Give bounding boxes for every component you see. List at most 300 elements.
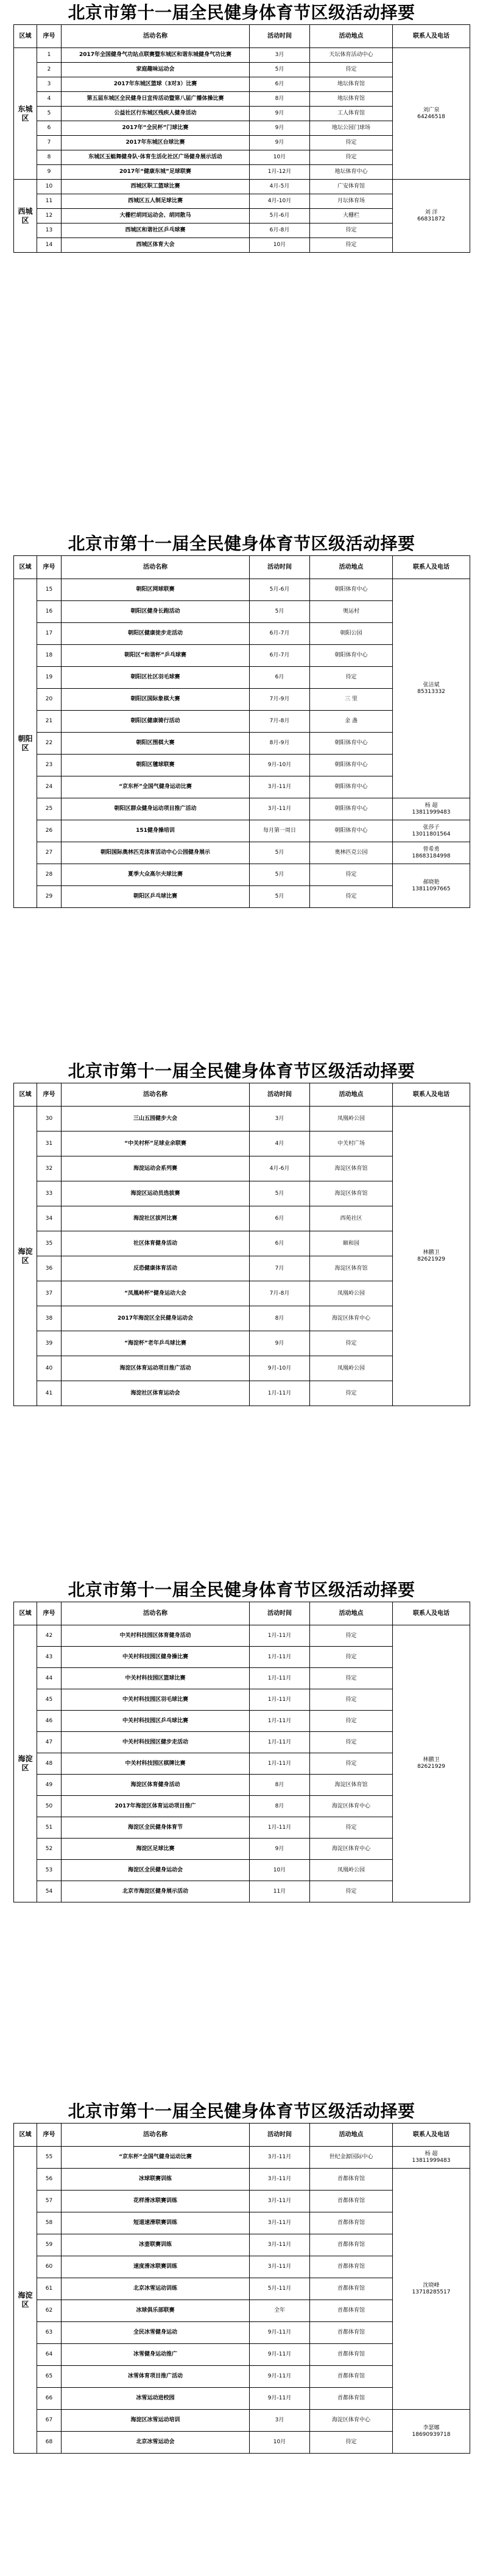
activity-time-cell: 全年: [250, 2300, 310, 2322]
activity-name-cell: 朝阳区毽球联赛: [62, 755, 250, 776]
activity-location-cell: 首都体育馆: [310, 2322, 393, 2344]
activity-location-cell: 待定: [310, 1711, 393, 1732]
activity-time-cell: 4月-10月: [250, 194, 310, 209]
index-cell: 41: [37, 1381, 62, 1406]
table-header-row: [14, 1083, 470, 1107]
activity-time-cell: 6月-8月: [250, 223, 310, 238]
activity-name-cell: 全民冰雪健身运动: [62, 2322, 250, 2344]
activity-time-cell: 6月: [250, 667, 310, 689]
index-cell: 49: [37, 1775, 62, 1796]
column-header: 活动时间: [250, 556, 310, 579]
table-row: [14, 820, 470, 842]
activity-location-cell: 朝阳体育中心: [310, 579, 393, 601]
activity-time-cell: 6月: [250, 77, 310, 92]
activity-name-cell: 北京冰雪运动训练: [62, 2278, 250, 2300]
activity-location-cell: 海淀区体育馆: [310, 1775, 393, 1796]
table-row: [14, 1107, 470, 1131]
index-cell: 1: [37, 48, 62, 63]
activity-time-cell: 9月: [250, 1839, 310, 1860]
activity-time-cell: 8月: [250, 1775, 310, 1796]
column-header: 活动名称: [62, 1083, 250, 1107]
activity-time-cell: 9月-11月: [250, 2344, 310, 2366]
column-header: 活动时间: [250, 1083, 310, 1107]
activity-location-cell: 三 里: [310, 689, 393, 711]
index-cell: 34: [37, 1206, 62, 1231]
index-cell: 9: [37, 165, 62, 180]
activity-name-cell: 公益社区行东城区残疾人健身活动: [62, 107, 250, 121]
column-header: 区域: [14, 1083, 37, 1107]
activity-name-cell: 海淀社区拔河比赛: [62, 1206, 250, 1231]
activity-time-cell: 6月: [250, 1206, 310, 1231]
activity-time-cell: 7月-8月: [250, 1281, 310, 1306]
activity-time-cell: 6月: [250, 1231, 310, 1256]
index-cell: 37: [37, 1281, 62, 1306]
activity-time-cell: 3月-11月: [250, 2212, 310, 2234]
activity-name-cell: 冰雪运动进校园: [62, 2388, 250, 2410]
activity-table: [13, 1083, 470, 1406]
column-header: 区域: [14, 2124, 37, 2147]
index-cell: 47: [37, 1732, 62, 1753]
index-cell: 11: [37, 194, 62, 209]
activity-name-cell: 短道速滑联赛训练: [62, 2212, 250, 2234]
index-cell: 66: [37, 2388, 62, 2410]
index-cell: 7: [37, 136, 62, 150]
contact-cell: 林鹏卫 82621929: [393, 1107, 470, 1406]
activity-time-cell: 9月-11月: [250, 2366, 310, 2388]
index-cell: 59: [37, 2234, 62, 2256]
activity-name-cell: 海淀区全民健身体育节: [62, 1817, 250, 1839]
activity-location-cell: 海淀区体育馆: [310, 1181, 393, 1206]
activity-time-cell: 1月-11月: [250, 1625, 310, 1647]
activity-time-cell: 1月-11月: [250, 1711, 310, 1732]
activity-name-cell: 海淀区足球比赛: [62, 1839, 250, 1860]
document-page: [13, 532, 470, 908]
index-cell: 57: [37, 2191, 62, 2212]
index-cell: 6: [37, 121, 62, 136]
activity-time-cell: 9月: [250, 121, 310, 136]
column-header: 活动地点: [310, 2124, 393, 2147]
page-title: 北京市第十一届全民健身体育节区级活动择要: [68, 2101, 415, 2121]
activity-location-cell: 海淀区体育中心: [310, 1796, 393, 1817]
activity-name-cell: 速度滑冰联赛训练: [62, 2256, 250, 2278]
activity-location-cell: 朝阳体育中心: [310, 798, 393, 820]
activity-location-cell: 待定: [310, 150, 393, 165]
activity-name-cell: 西城区职工篮球比赛: [62, 180, 250, 194]
column-header: 活动名称: [62, 1602, 250, 1625]
contact-cell: 林鹏卫 82621929: [393, 1625, 470, 1902]
activity-location-cell: 首都体育馆: [310, 2256, 393, 2278]
index-cell: 36: [37, 1256, 62, 1281]
activity-time-cell: 1月-12月: [250, 165, 310, 180]
activity-time-cell: 3月-11月: [250, 798, 310, 820]
activity-location-cell: 大栅栏: [310, 209, 393, 223]
activity-name-cell: 海淀区体育运动项目推广活动: [62, 1356, 250, 1381]
activity-name-cell: 冰壶联赛训练: [62, 2234, 250, 2256]
activity-location-cell: 地坛体育馆: [310, 77, 393, 92]
region-cell: 朝阳区: [14, 579, 37, 908]
table-header-row: [14, 1602, 470, 1625]
activity-time-cell: 5月-6月: [250, 209, 310, 223]
activity-location-cell: 地坛体育中心: [310, 165, 393, 180]
activity-name-cell: 冰球联赛训练: [62, 2169, 250, 2191]
index-cell: 53: [37, 1860, 62, 1881]
column-header: 活动名称: [62, 2124, 250, 2147]
activity-name-cell: 花样滑冰联赛训练: [62, 2191, 250, 2212]
activity-time-cell: 4月-6月: [250, 1156, 310, 1181]
activity-name-cell: 西城区五人制足球比赛: [62, 194, 250, 209]
activity-location-cell: 凤凰岭公园: [310, 1356, 393, 1381]
activity-location-cell: 凤凰岭公园: [310, 1860, 393, 1881]
activity-name-cell: 2017年“健康东城”足球联赛: [62, 165, 250, 180]
table-row: [14, 798, 470, 820]
document-page: [13, 2100, 470, 2454]
activity-time-cell: 1月-11月: [250, 1647, 310, 1668]
activity-location-cell: 待定: [310, 667, 393, 689]
activity-name-cell: 朝阳区国际象棋大赛: [62, 689, 250, 711]
activity-location-cell: 待定: [310, 1668, 393, 1689]
region-cell: 海淀区: [14, 2147, 37, 2454]
activity-location-cell: 朝阳体育中心: [310, 776, 393, 798]
activity-name-cell: 朝阳区乒乓球比赛: [62, 886, 250, 908]
contact-cell: 张洁斌 85313332: [393, 579, 470, 798]
activity-time-cell: 11月: [250, 1881, 310, 1902]
column-header: 联系人及电话: [393, 556, 470, 579]
activity-time-cell: 5月: [250, 601, 310, 623]
activity-location-cell: 首都体育馆: [310, 2212, 393, 2234]
activity-time-cell: 10月: [250, 238, 310, 253]
index-cell: 3: [37, 77, 62, 92]
region-cell: 海淀区: [14, 1625, 37, 1902]
activity-time-cell: 3月: [250, 48, 310, 63]
activity-name-cell: 2017年东城区篮球（3对3）比赛: [62, 77, 250, 92]
activity-name-cell: 海淀区体育健身活动: [62, 1775, 250, 1796]
activity-name-cell: 第五届东城区全民健身日宣传活动暨第八届广播体操比赛: [62, 92, 250, 107]
activity-name-cell: 朝阳区网球联赛: [62, 579, 250, 601]
activity-time-cell: 9月-10月: [250, 1356, 310, 1381]
activity-name-cell: 反恐健康体育活动: [62, 1256, 250, 1281]
index-cell: 52: [37, 1839, 62, 1860]
activity-location-cell: 首都体育馆: [310, 2169, 393, 2191]
index-cell: 67: [37, 2410, 62, 2432]
table-row: [14, 864, 470, 886]
activity-time-cell: 5月-6月: [250, 579, 310, 601]
activity-location-cell: 首都体育馆: [310, 2388, 393, 2410]
index-cell: 61: [37, 2278, 62, 2300]
page-title: 北京市第十一届全民健身体育节区级活动择要: [68, 2, 415, 23]
index-cell: 12: [37, 209, 62, 223]
region-cell: 海淀区: [14, 1107, 37, 1406]
activity-time-cell: 1月-11月: [250, 1732, 310, 1753]
activity-location-cell: 待定: [310, 1331, 393, 1356]
activity-location-cell: 朝阳体育中心: [310, 733, 393, 755]
column-header: 活动时间: [250, 1602, 310, 1625]
activity-location-cell: 待定: [310, 2432, 393, 2454]
page-title: 北京市第十一届全民健身体育节区级活动择要: [68, 1580, 415, 1600]
activity-time-cell: 3月-11月: [250, 776, 310, 798]
activity-time-cell: 5月: [250, 864, 310, 886]
index-cell: 5: [37, 107, 62, 121]
document-page: [13, 1578, 470, 1902]
activity-location-cell: 首都体育馆: [310, 2278, 393, 2300]
activity-name-cell: 海淀区运动员选拔赛: [62, 1181, 250, 1206]
activity-location-cell: 金 盏: [310, 711, 393, 733]
table-row: [14, 2169, 470, 2191]
region-cell: 西城区: [14, 180, 37, 253]
activity-time-cell: 9月-10月: [250, 755, 310, 776]
activity-time-cell: 3月-11月: [250, 2169, 310, 2191]
activity-location-cell: 世纪金源国际中心: [310, 2147, 393, 2169]
activity-name-cell: 西城区和谐社区乒乓球赛: [62, 223, 250, 238]
activity-name-cell: 东城区玉蜓舞健身队·体育生活化社区广场健身展示活动: [62, 150, 250, 165]
activity-location-cell: 待定: [310, 886, 393, 908]
activity-name-cell: 冰球俱乐部联赛: [62, 2300, 250, 2322]
index-cell: 23: [37, 755, 62, 776]
activity-name-cell: 2017年海淀区全民健身运动会: [62, 1306, 250, 1331]
index-cell: 21: [37, 711, 62, 733]
page-title: 北京市第十一届全民健身体育节区级活动择要: [68, 533, 415, 554]
activity-time-cell: 8月: [250, 92, 310, 107]
index-cell: 44: [37, 1668, 62, 1689]
activity-time-cell: 9月-11月: [250, 2388, 310, 2410]
index-cell: 40: [37, 1356, 62, 1381]
column-header: 序号: [37, 25, 62, 48]
index-cell: 28: [37, 864, 62, 886]
activity-time-cell: 6月-7月: [250, 645, 310, 667]
activity-name-cell: 中关村科技园区棋牌比赛: [62, 1753, 250, 1775]
activity-name-cell: 2017年全国健身气功站点联赛暨东城区和谐东城健身气功比赛: [62, 48, 250, 63]
activity-time-cell: 每月第一周日: [250, 820, 310, 842]
activity-name-cell: “京东杯”全国气健身运动比赛: [62, 776, 250, 798]
activity-time-cell: 9月: [250, 107, 310, 121]
index-cell: 33: [37, 1181, 62, 1206]
activity-name-cell: 海淀区全民健身运动会: [62, 1860, 250, 1881]
activity-location-cell: 朝阳公园: [310, 623, 393, 645]
activity-time-cell: 5月: [250, 842, 310, 864]
index-cell: 56: [37, 2169, 62, 2191]
index-cell: 68: [37, 2432, 62, 2454]
activity-name-cell: 朝阳区群众健身运动项目推广活动: [62, 798, 250, 820]
activity-name-cell: 社区体育健身活动: [62, 1231, 250, 1256]
activity-name-cell: 冰雪体育项目推广活动: [62, 2366, 250, 2388]
activity-location-cell: 海淀区体育馆: [310, 1256, 393, 1281]
activity-time-cell: 5月-11月: [250, 2278, 310, 2300]
activity-location-cell: 奥运村: [310, 601, 393, 623]
index-cell: 19: [37, 667, 62, 689]
activity-name-cell: 海淀区冰雪运动培训: [62, 2410, 250, 2432]
index-cell: 4: [37, 92, 62, 107]
activity-time-cell: 8月-9月: [250, 733, 310, 755]
table-row: [14, 2410, 470, 2432]
activity-location-cell: 首都体育馆: [310, 2366, 393, 2388]
index-cell: 54: [37, 1881, 62, 1902]
activity-name-cell: 中关村科技园区乒乓球比赛: [62, 1711, 250, 1732]
activity-name-cell: 朝阳区健康徒步走活动: [62, 623, 250, 645]
table-row: [14, 2147, 470, 2169]
activity-location-cell: 凤凰岭公园: [310, 1281, 393, 1306]
activity-location-cell: 首都体育馆: [310, 2191, 393, 2212]
activity-name-cell: 三山五园健步大会: [62, 1107, 250, 1131]
activity-time-cell: 7月-9月: [250, 689, 310, 711]
activity-location-cell: 海淀区体育中心: [310, 2410, 393, 2432]
index-cell: 60: [37, 2256, 62, 2278]
activity-time-cell: 1月-11月: [250, 1817, 310, 1839]
index-cell: 24: [37, 776, 62, 798]
index-cell: 62: [37, 2300, 62, 2322]
activity-location-cell: 待定: [310, 1381, 393, 1406]
index-cell: 14: [37, 238, 62, 253]
index-cell: 31: [37, 1131, 62, 1156]
column-header: 区域: [14, 1602, 37, 1625]
activity-time-cell: 6月-7月: [250, 623, 310, 645]
column-header: 活动时间: [250, 2124, 310, 2147]
activity-location-cell: 待定: [310, 1881, 393, 1902]
index-cell: 63: [37, 2322, 62, 2344]
activity-name-cell: 夏季大众高尔夫球比赛: [62, 864, 250, 886]
index-cell: 51: [37, 1817, 62, 1839]
table-row: [14, 842, 470, 864]
table-row: [14, 48, 470, 63]
activity-name-cell: 北京冰雪运动会: [62, 2432, 250, 2454]
index-cell: 39: [37, 1331, 62, 1356]
activity-time-cell: 10月: [250, 2432, 310, 2454]
document-page: [13, 1060, 470, 1406]
contact-cell: 张莎子 13011801564: [393, 820, 470, 842]
activity-location-cell: 天坛体育活动中心: [310, 48, 393, 63]
activity-time-cell: 5月: [250, 63, 310, 77]
activity-table: [13, 1602, 470, 1902]
activity-name-cell: 海淀运动会系列赛: [62, 1156, 250, 1181]
index-cell: 15: [37, 579, 62, 601]
activity-name-cell: 家庭趣味运动会: [62, 63, 250, 77]
table-row: [14, 180, 470, 194]
activity-location-cell: 海淀区体育馆: [310, 1156, 393, 1181]
activity-time-cell: 10月: [250, 150, 310, 165]
activity-name-cell: 中关村科技园区健步走活动: [62, 1732, 250, 1753]
column-header: 联系人及电话: [393, 1083, 470, 1107]
contact-cell: 杨 超 13811999483: [393, 2147, 470, 2169]
activity-location-cell: 待定: [310, 1817, 393, 1839]
activity-time-cell: 1月-11月: [250, 1668, 310, 1689]
activity-name-cell: 中关村科技园区羽毛球比赛: [62, 1689, 250, 1711]
index-cell: 55: [37, 2147, 62, 2169]
activity-location-cell: 待定: [310, 223, 393, 238]
column-header: 联系人及电话: [393, 25, 470, 48]
activity-time-cell: 3月: [250, 1107, 310, 1131]
activity-time-cell: 1月-11月: [250, 1381, 310, 1406]
activity-time-cell: 3月-11月: [250, 2256, 310, 2278]
activity-location-cell: 奥林匹克公园: [310, 842, 393, 864]
activity-location-cell: 待定: [310, 63, 393, 77]
activity-name-cell: 中关村科技园区篮球比赛: [62, 1668, 250, 1689]
activity-name-cell: 西城区体育大会: [62, 238, 250, 253]
column-header: 活动地点: [310, 25, 393, 48]
activity-time-cell: 3月: [250, 2410, 310, 2432]
activity-name-cell: 北京市海淀区健身展示活动: [62, 1881, 250, 1902]
column-header: 联系人及电话: [393, 1602, 470, 1625]
region-cell: 东城区: [14, 48, 37, 180]
activity-name-cell: 朝阳区健康骑行活动: [62, 711, 250, 733]
activity-name-cell: “凤凰岭杯”健身运动大会: [62, 1281, 250, 1306]
activity-location-cell: 朝阳体育中心: [310, 755, 393, 776]
activity-name-cell: 中关村科技园区体育健身活动: [62, 1625, 250, 1647]
activity-name-cell: 冰雪健身运动推广: [62, 2344, 250, 2366]
activity-location-cell: 首都体育馆: [310, 2300, 393, 2322]
column-header: 序号: [37, 1083, 62, 1107]
activity-name-cell: 海淀社区体育运动会: [62, 1381, 250, 1406]
index-cell: 25: [37, 798, 62, 820]
index-cell: 46: [37, 1711, 62, 1732]
activity-name-cell: 中关村科技园区健身操比赛: [62, 1647, 250, 1668]
activity-location-cell: 地坛体育馆: [310, 92, 393, 107]
activity-time-cell: 5月: [250, 886, 310, 908]
activity-time-cell: 1月-11月: [250, 1689, 310, 1711]
activity-time-cell: 9月: [250, 1331, 310, 1356]
activity-location-cell: 待定: [310, 1647, 393, 1668]
index-cell: 22: [37, 733, 62, 755]
activity-location-cell: 待定: [310, 136, 393, 150]
activity-name-cell: 朝阳区“和谐杯”乒乓球赛: [62, 645, 250, 667]
activity-time-cell: 9月: [250, 136, 310, 150]
activity-name-cell: 2017年东城区台球比赛: [62, 136, 250, 150]
activity-location-cell: 西苑社区: [310, 1206, 393, 1231]
activity-table: [13, 555, 470, 908]
activity-name-cell: 2017年海淀区体育运动项目推广: [62, 1796, 250, 1817]
activity-location-cell: 广安体育馆: [310, 180, 393, 194]
activity-time-cell: 7月-8月: [250, 711, 310, 733]
activity-location-cell: 海淀区体育中心: [310, 1306, 393, 1331]
activity-name-cell: “海淀杯”老年乒乓球比赛: [62, 1331, 250, 1356]
column-header: 活动时间: [250, 25, 310, 48]
activity-time-cell: 4月: [250, 1131, 310, 1156]
column-header: 活动名称: [62, 25, 250, 48]
index-cell: 13: [37, 223, 62, 238]
activity-name-cell: 2017年“全民杯”门球比赛: [62, 121, 250, 136]
activity-location-cell: 中关村广场: [310, 1131, 393, 1156]
index-cell: 35: [37, 1231, 62, 1256]
activity-location-cell: 待定: [310, 1689, 393, 1711]
activity-location-cell: 待定: [310, 864, 393, 886]
contact-cell: 刘 洋 66831872: [393, 180, 470, 253]
index-cell: 43: [37, 1647, 62, 1668]
activity-name-cell: “中关村杯”足球业余联赛: [62, 1131, 250, 1156]
table-row: [14, 1625, 470, 1647]
index-cell: 20: [37, 689, 62, 711]
activity-name-cell: 朝阳区健身长跑活动: [62, 601, 250, 623]
activity-location-cell: 颐和园: [310, 1231, 393, 1256]
index-cell: 48: [37, 1753, 62, 1775]
activity-time-cell: 3月-11月: [250, 2147, 310, 2169]
index-cell: 38: [37, 1306, 62, 1331]
column-header: 序号: [37, 556, 62, 579]
activity-location-cell: 凤凰岭公园: [310, 1107, 393, 1131]
index-cell: 30: [37, 1107, 62, 1131]
contact-cell: 李瑟娜 18690939718: [393, 2410, 470, 2454]
activity-location-cell: 待定: [310, 1753, 393, 1775]
index-cell: 50: [37, 1796, 62, 1817]
column-header: 联系人及电话: [393, 2124, 470, 2147]
activity-location-cell: 月坛体育场: [310, 194, 393, 209]
index-cell: 64: [37, 2344, 62, 2366]
contact-cell: 沈晓峰 13718285517: [393, 2169, 470, 2410]
activity-name-cell: 朝阳区围棋大赛: [62, 733, 250, 755]
activity-time-cell: 9月-11月: [250, 2322, 310, 2344]
table-row: [14, 579, 470, 601]
column-header: 序号: [37, 2124, 62, 2147]
activity-location-cell: 待定: [310, 1732, 393, 1753]
contact-cell: 曾希勇 18683184998: [393, 842, 470, 864]
activity-time-cell: 3月-11月: [250, 2191, 310, 2212]
index-cell: 2: [37, 63, 62, 77]
